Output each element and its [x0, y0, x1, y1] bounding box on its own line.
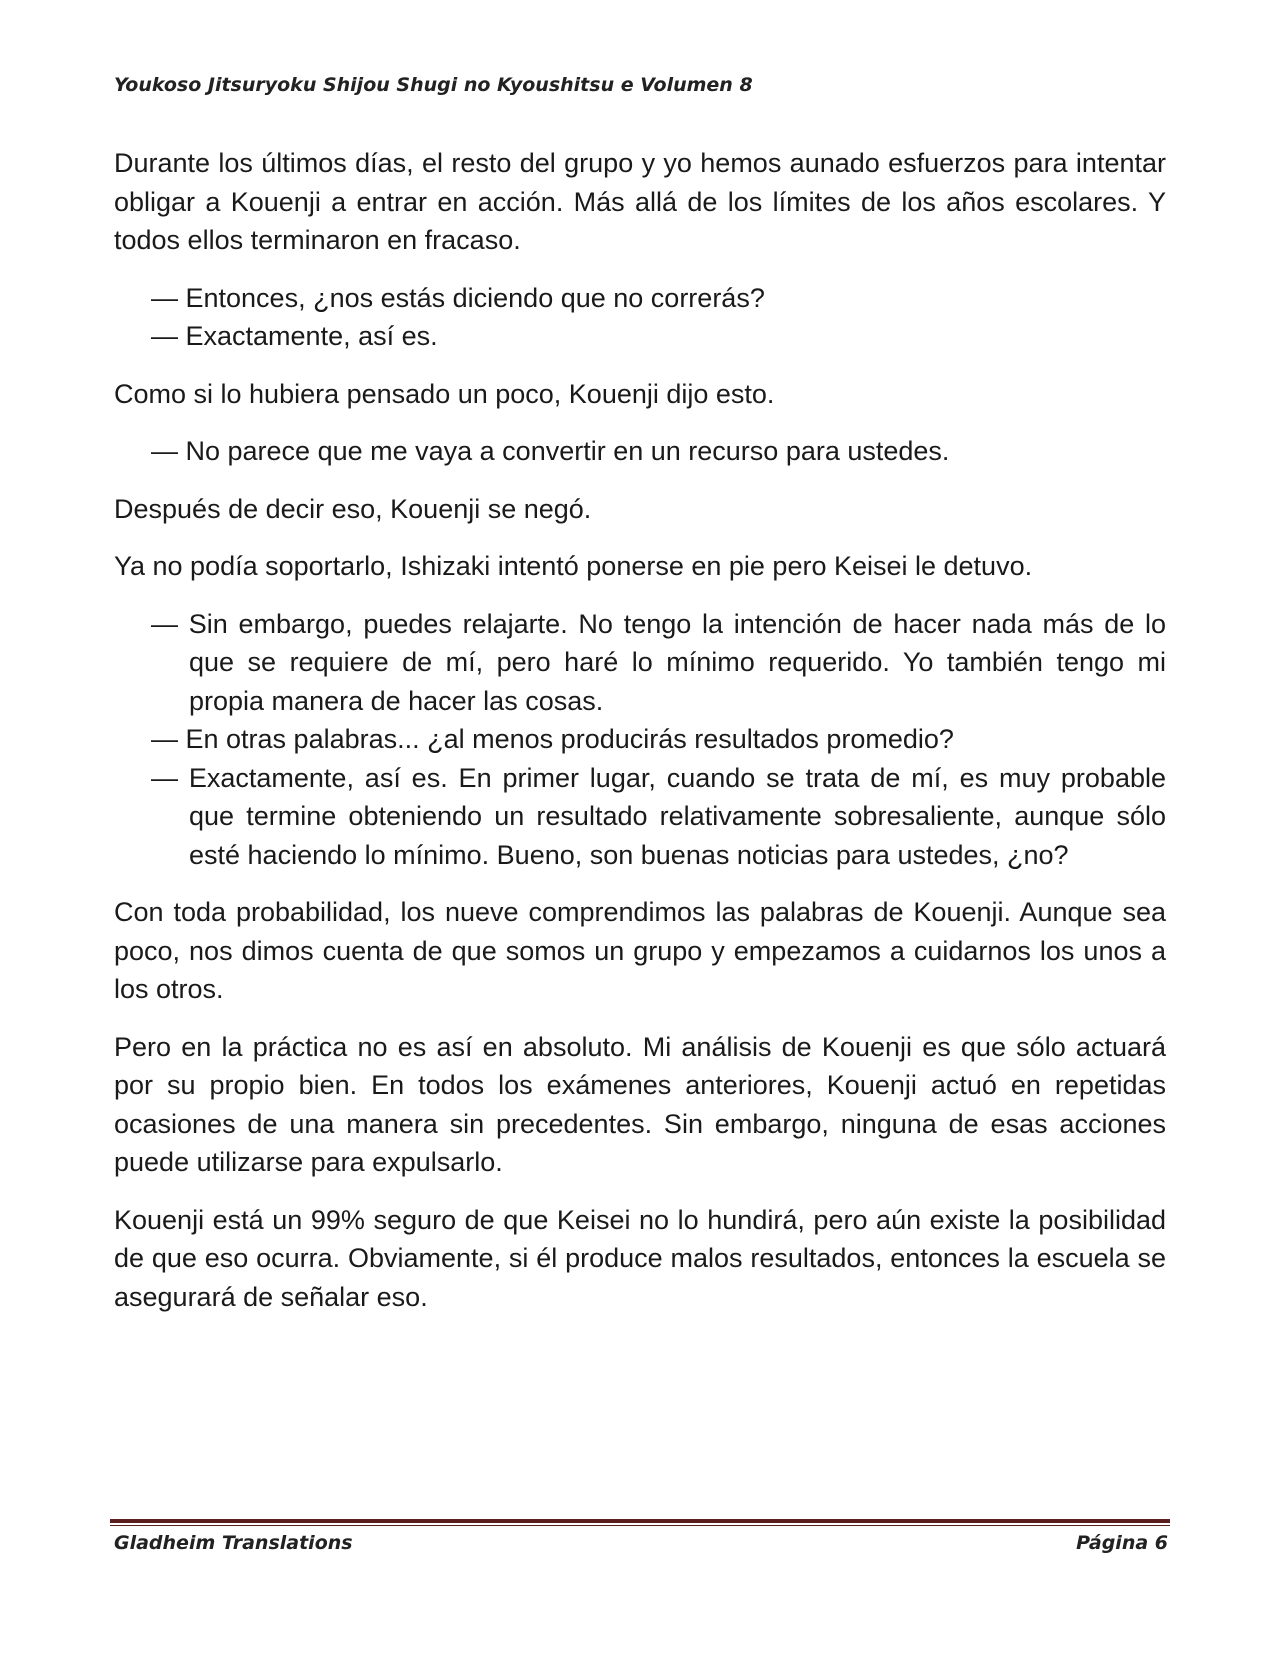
- paragraph: Como si lo hubiera pensado un poco, Kouenji dijo esto.: [114, 378, 775, 409]
- dialogue-line: — Exactamente, así es.: [151, 321, 438, 351]
- paragraph: Durante los últimos días, el resto del grupo y yo hemos aunado esfuerzos para intentar obligar a Kouenji a entrar en acción. Más allá de los límites de los años escolares. Y todos ellos terminaron en fracaso.: [114, 148, 1166, 255]
- page-body: [114, 144, 1166, 1335]
- dialogue-group: [114, 432, 1166, 471]
- dialogue-line: — Sin embargo, puedes relajarte. No tengo la intención de hacer nada más de lo que se requiere de mí, pero haré lo mínimo requerido. Yo también tengo mi propia manera de hacer las cosas.: [151, 608, 1166, 716]
- paragraph: Pero en la práctica no es así en absoluto. Mi análisis de Kouenji es que sólo actuará por su propio bien. En todos los exámenes anteriores, Kouenji actuó en repetidas ocasiones de una manera sin precedentes. Sin embargo, ninguna de esas acciones puede utilizarse para expulsarlo.: [114, 1031, 1166, 1177]
- paragraph: Después de decir eso, Kouenji se negó.: [114, 493, 592, 524]
- paragraph: Ya no podía soportarlo, Ishizaki intentó ponerse en pie pero Keisei le detuvo.: [114, 551, 1033, 581]
- dialogue-line: — Entonces, ¿nos estás diciendo que no correrás?: [151, 282, 765, 313]
- footer-divider: [110, 1519, 1170, 1523]
- paragraph: Con toda probabilidad, los nueve comprendimos las palabras de Kouenji. Aunque sea poco, nos dimos cuenta de que somos un grupo y empezamos a cuidarnos los unos a los otros.: [114, 897, 1166, 1004]
- dialogue-line: — En otras palabras... ¿al menos producirás resultados promedio?: [151, 724, 954, 754]
- paragraph: Kouenji está un 99% seguro de que Keisei no lo hundirá, pero aún existe la posibilidad de que eso ocurra. Obviamente, si él produce malos resultados, entonces la escuela se asegurará de señalar eso.: [114, 1204, 1166, 1312]
- dialogue-group: [114, 279, 1166, 356]
- footer-divider-thin: [110, 1525, 1170, 1526]
- dialogue-line: — Exactamente, así es. En primer lugar, cuando se trata de mí, es muy probable que termine obteniendo un resultado relativamente sobresaliente, aunque sólo esté haciendo lo mínimo. Bueno, son buenas noticias para ustedes, ¿no?: [151, 762, 1166, 870]
- dialogue-group: [114, 605, 1166, 875]
- dialogue-line: — No parece que me vaya a convertir en un recurso para ustedes.: [151, 436, 950, 466]
- header-title: Youkoso Jitsuryoku Shijou Shugi no Kyoushitsu e Volumen 8: [114, 74, 753, 96]
- footer-credit: Gladheim Translations: [114, 1532, 353, 1554]
- page-number: Página 6: [1076, 1532, 1168, 1554]
